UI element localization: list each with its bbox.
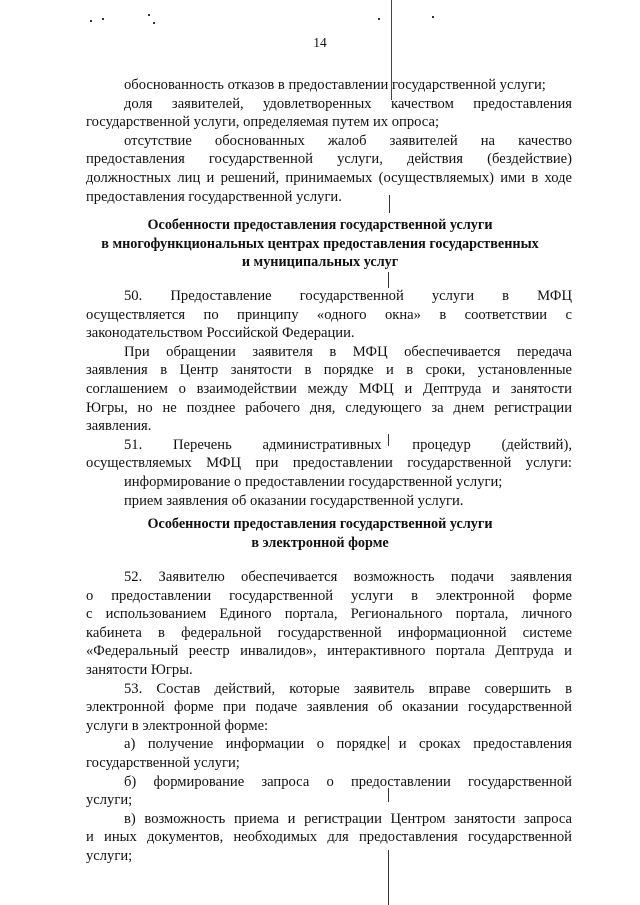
text-line: Югры, но не позднее рабочего дня, следующего за днем регистрации: [86, 399, 572, 416]
electronic-paragraphs: [86, 568, 572, 866]
text-line: отсутствие обоснованных жалоб заявителей на качество: [124, 132, 572, 149]
section-heading-mfc: [60, 216, 580, 272]
scan-speck: [153, 22, 155, 24]
text-line: электронной форме при подаче заявления об оказании государственной: [86, 699, 572, 716]
scan-speck: [148, 14, 150, 16]
text-line: 50. Предоставление государственной услуги в МФЦ: [124, 288, 572, 304]
text-line: осуществляемых МФЦ при предоставлении государственной услуги:: [86, 455, 572, 472]
text-line: 52. Заявителю обеспечивается возможность подачи заявления: [124, 569, 572, 585]
mfc-paragraphs: [86, 287, 572, 510]
heading-line: в многофункциональных центрах предоставления государственных: [101, 235, 539, 252]
text-line: с использованием Единого портала, Регионального портала, личного: [86, 606, 572, 623]
text-line: предоставления государственной услуги.: [86, 188, 342, 205]
text-line: При обращении заявителя в МФЦ обеспечивается передача: [124, 343, 572, 360]
criteria-paragraphs: [86, 76, 572, 206]
text-line: обоснованность отказов в предоставлении государственной услуги;: [124, 77, 546, 93]
text-line: государственной услуги, определяемая путем их опроса;: [86, 114, 439, 131]
text-line: занятости Югры.: [86, 661, 193, 678]
text-line: соглашением о взаимодействии между МФЦ и Дептруда и занятости: [86, 380, 572, 397]
text-line: о предоставлении государственной услуги в электронной форме: [86, 587, 572, 604]
scan-speck: [432, 16, 434, 18]
scan-mark: [388, 272, 389, 288]
text-line: предоставления государственной услуги, действия (бездействие): [86, 151, 572, 168]
scan-speck: [90, 20, 92, 22]
heading-line: Особенности предоставления государственной услуги: [147, 516, 493, 532]
text-line: должностных лиц и решений, принимаемых (осуществляемых) ими в ходе: [86, 169, 572, 186]
text-line: б) формирование запроса о предоставлении государственной: [124, 773, 572, 790]
text-line: заявления в Центр занятости в порядке и в сроки, установленные: [86, 362, 572, 379]
text-line: заявления.: [86, 418, 152, 435]
heading-line: и муниципальных услуг: [241, 254, 399, 271]
text-line: осуществляется по принципу «одного окна» в соответствии с: [86, 306, 572, 323]
text-line: услуги;: [86, 792, 133, 809]
scan-speck: [378, 18, 380, 20]
text-line: в) возможность приема и регистрации Центром занятости запроса: [124, 810, 572, 827]
text-line: кабинета в федеральной государственной информационной системе: [86, 624, 572, 641]
text-line: и иных документов, необходимых для предоставления государственной: [86, 829, 572, 846]
text-line: прием заявления об оказании государственной услуги.: [124, 492, 464, 509]
text-line: государственной услуги;: [86, 754, 240, 771]
text-line: законодательством Российской Федерации.: [86, 325, 355, 342]
text-line: а) получение информации о порядке и сроках предоставления: [124, 736, 572, 753]
text-line: 51. Перечень административных процедур (действий),: [124, 436, 572, 453]
section-heading-electronic: [60, 515, 580, 552]
text-line: 53. Состав действий, которые заявитель вправе совершить в: [124, 680, 572, 697]
text-line: услуги;: [86, 847, 133, 864]
text-line: доля заявителей, удовлетворенных качеством предоставления: [124, 95, 572, 112]
heading-line: в электронной форме: [251, 534, 389, 551]
page-number: 14: [313, 35, 327, 50]
scan-speck: [102, 18, 104, 20]
text-line: информирование о предоставлении государственной услуги;: [124, 473, 503, 490]
text-line: услуги в электронной форме:: [86, 717, 269, 734]
text-line: «Федеральный реестр инвалидов», интерактивного портала Дептруда и: [86, 643, 572, 660]
heading-line: Особенности предоставления государственной услуги: [147, 217, 493, 233]
